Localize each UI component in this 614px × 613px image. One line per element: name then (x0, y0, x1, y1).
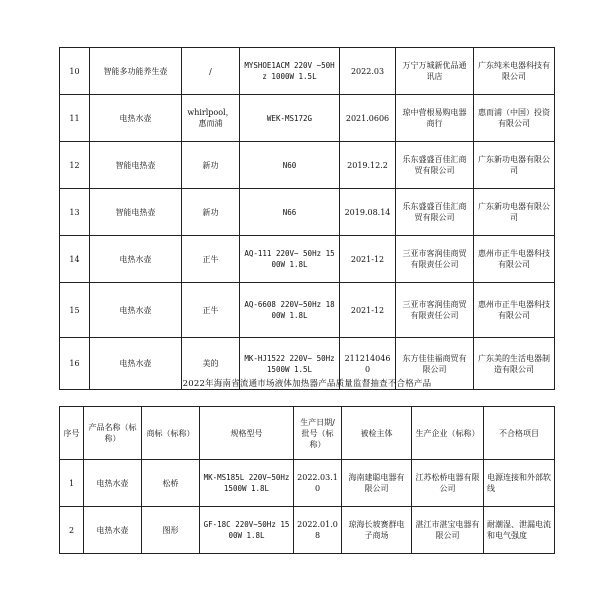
manufacturer: 惠州市正牛电器科技有限公司 (474, 236, 555, 283)
row-number: 10 (60, 48, 90, 95)
row-number: 16 (60, 338, 90, 390)
row-number: 2 (60, 507, 84, 554)
inspected-subject: 万宁万城新优品通讯店 (396, 48, 474, 95)
product-name: 电热水壶 (90, 338, 182, 390)
production-date: 2022.03.10 (294, 460, 342, 507)
table-row (60, 283, 555, 338)
model: N66 (240, 189, 340, 236)
table-row (60, 48, 555, 95)
table-row (60, 189, 555, 236)
production-date: 2112140460 (340, 338, 396, 390)
inspected-subject: 东方佳佳福商贸有限公司 (396, 338, 474, 390)
manufacturer: 江苏松桥电器有限公司 (412, 460, 484, 507)
production-date: 2019.12.2 (340, 142, 396, 189)
manufacturer: 惠而浦（中国）投资有限公司 (474, 95, 555, 142)
manufacturer: 惠州市正牛电器科技有限公司 (474, 283, 555, 338)
table-row (60, 507, 555, 554)
brand: 正牛 (182, 236, 240, 283)
production-date: 2021.0606 (340, 95, 396, 142)
production-date: 2021-12 (340, 236, 396, 283)
model: GF-18C 220V~50Hz 1500W 1.8L (200, 507, 294, 554)
table-row (60, 95, 555, 142)
inspected-subject: 乐东盛盛百佳汇商贸有限公司 (396, 142, 474, 189)
table-row (60, 142, 555, 189)
header-failed-item: 不合格项目 (484, 407, 555, 460)
brand: / (182, 48, 240, 95)
header-model: 规格型号 (200, 407, 294, 460)
product-name: 电热水壶 (84, 507, 142, 554)
row-number: 14 (60, 236, 90, 283)
manufacturer: 广东美的生活电器制造有限公司 (474, 338, 555, 390)
product-name: 智能多功能养生壶 (90, 48, 182, 95)
brand: 新功 (182, 142, 240, 189)
brand: 图形 (142, 507, 200, 554)
inspected-subject: 琼海长坡赛群电子商场 (342, 507, 412, 554)
product-table-continued (59, 47, 555, 390)
product-name: 电热水壶 (90, 95, 182, 142)
production-date: 2021-12 (340, 283, 396, 338)
product-name: 电热水壶 (90, 236, 182, 283)
row-number: 15 (60, 283, 90, 338)
manufacturer: 广东纯米电器科技有限公司 (474, 48, 555, 95)
inspected-subject: 琼中营根易购电器商行 (396, 95, 474, 142)
model: MK-MS185L 220V~50Hz 1500W 1.8L (200, 460, 294, 507)
brand: 正牛 (182, 283, 240, 338)
production-date: 2022.01.08 (294, 507, 342, 554)
table-row (60, 236, 555, 283)
failed-item: 电源连接和外部软线 (484, 460, 555, 507)
model: MK-HJ1522 220V~ 50Hz 1500W 1.5L (240, 338, 340, 390)
model: AQ-111 220V~ 50Hz 1500W 1.8L (240, 236, 340, 283)
brand: 新功 (182, 189, 240, 236)
product-name: 智能电热壶 (90, 189, 182, 236)
failed-item: 耐潮湿、泄漏电流和电气强度 (484, 507, 555, 554)
table-caption: 2022年海南省流通市场液体加热器产品质量监督抽查不合格产品 (182, 379, 432, 389)
brand: 美的 (182, 338, 240, 390)
brand: whirlpool，惠而浦 (182, 95, 240, 142)
header-product: 产品名称（标称） (84, 407, 142, 460)
header-date: 生产日期/批号（标称） (294, 407, 342, 460)
header-brand: 商标（标称） (142, 407, 200, 460)
model: AQ-6608 220V~50Hz 1800W 1.8L (240, 283, 340, 338)
inspected-subject: 三亚市客润佳商贸有限责任公司 (396, 283, 474, 338)
model: N60 (240, 142, 340, 189)
inspected-subject: 三亚市客润佳商贸有限责任公司 (396, 236, 474, 283)
table-header-row (60, 407, 555, 460)
production-date: 2022.03 (340, 48, 396, 95)
brand: 松桥 (142, 460, 200, 507)
header-subject: 被检主体 (342, 407, 412, 460)
manufacturer: 广东新功电器有限公司 (474, 142, 555, 189)
product-name: 电热水壶 (84, 460, 142, 507)
production-date: 2019.08.14 (340, 189, 396, 236)
row-number: 12 (60, 142, 90, 189)
product-name: 电热水壶 (90, 283, 182, 338)
model: WEK-MS172G (240, 95, 340, 142)
manufacturer: 广东新功电器有限公司 (474, 189, 555, 236)
row-number: 11 (60, 95, 90, 142)
manufacturer: 湛江市湛宝电器有限公司 (412, 507, 484, 554)
header-number: 序号 (60, 407, 84, 460)
row-number: 1 (60, 460, 84, 507)
inspected-subject: 海南建聪电器有限公司 (342, 460, 412, 507)
table-row (60, 460, 555, 507)
inspected-subject: 乐东盛盛百佳汇商贸有限公司 (396, 189, 474, 236)
header-manufacturer: 生产企业（标称） (412, 407, 484, 460)
row-number: 13 (60, 189, 90, 236)
nonconforming-products-table (59, 406, 555, 554)
product-name: 智能电热壶 (90, 142, 182, 189)
model: MYSHOE1ACM 220V ~50Hz 1000W 1.5L (240, 48, 340, 95)
